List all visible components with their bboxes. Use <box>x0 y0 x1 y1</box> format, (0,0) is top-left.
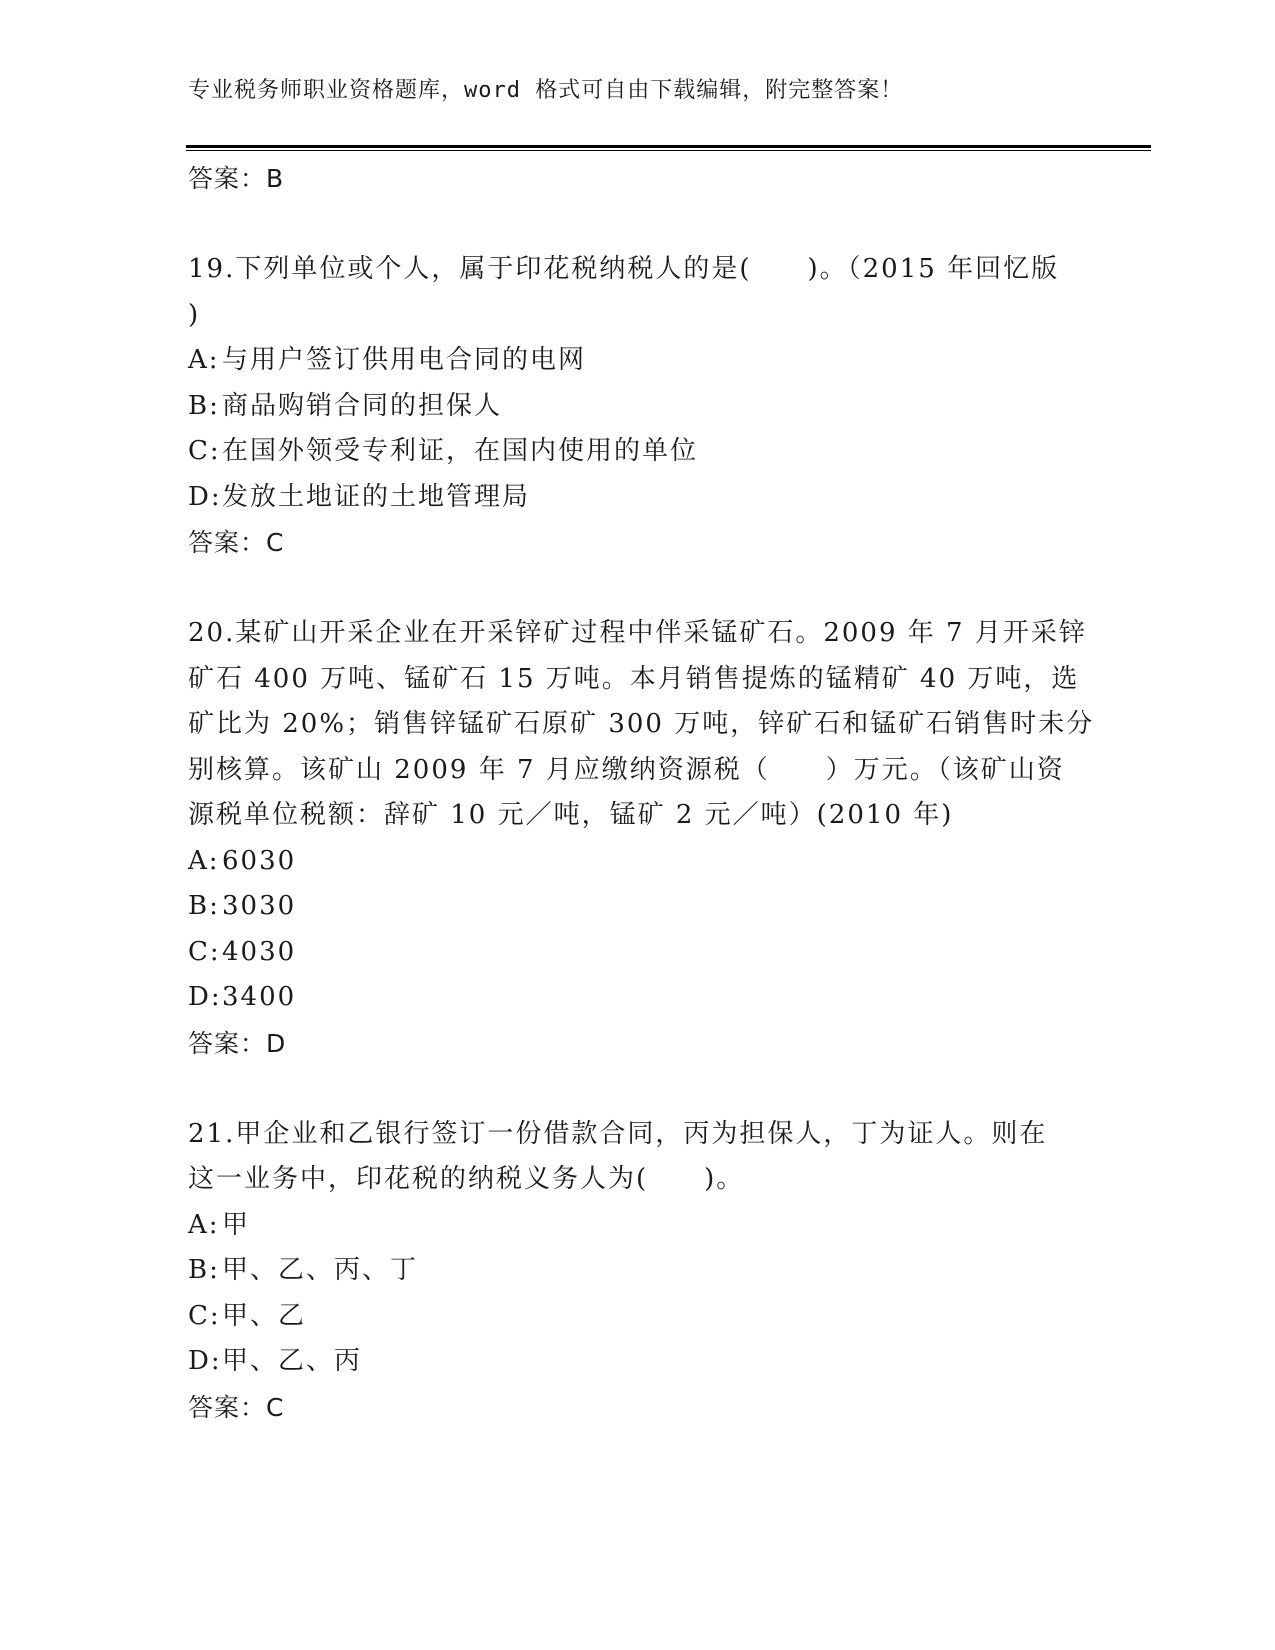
option-text: 3400 <box>222 982 297 1012</box>
question-text-line: 矿比为 20%；销售锌锰矿石原矿 300 万吨，锌矿石和锰矿石销售时未分 <box>188 709 1095 739</box>
option-d <box>188 475 1088 521</box>
question-text-line: 21.甲企业和乙银行签订一份借款合同，丙为担保人，丁为证人。则在 <box>188 1118 1048 1149</box>
option-key: A: <box>188 1209 220 1240</box>
option-key: C: <box>188 436 221 466</box>
option-c <box>188 1294 1088 1340</box>
option-key: A: <box>188 845 220 876</box>
answer: 答案：C <box>188 528 285 557</box>
page-header: 专业税务师职业资格题库，word 格式可自由下载编辑，附完整答案！ <box>188 78 904 103</box>
question-text-line: 20.某矿山开采企业在开采锌矿过程中伴采锰矿石。2009 年 7 月开采锌 <box>188 618 1087 648</box>
question-text-line: 19.下列单位或个人，属于印花税纳税人的是( )。（2015 年回忆版 <box>188 254 1060 284</box>
option-text: 3030 <box>222 891 297 921</box>
option-key: D: <box>188 1346 222 1376</box>
question-text-line: 源税单位税额：辞矿 10 元／吨，锰矿 2 元／吨）(2010 年) <box>188 800 954 830</box>
option-b <box>188 884 1088 930</box>
answer: 答案：D <box>188 1028 287 1058</box>
question-20 <box>188 611 1095 1066</box>
option-key: B: <box>188 891 220 921</box>
spacer <box>188 566 1088 612</box>
option-key: A: <box>188 345 220 375</box>
option-text: 发放土地证的土地管理局 <box>222 481 531 512</box>
question-21 <box>188 1112 1088 1431</box>
option-text: 6030 <box>222 845 297 876</box>
option-c <box>188 930 1088 976</box>
option-a <box>188 839 1088 885</box>
header-divider-thin <box>186 150 1151 151</box>
question-text-line: ) <box>188 299 201 330</box>
option-d <box>188 1339 1088 1385</box>
question-text-line: 矿石 400 万吨、锰矿石 15 万吨。本月销售提炼的锰精矿 40 万吨，选 <box>188 663 1080 694</box>
spacer <box>188 1066 1088 1112</box>
option-key: B: <box>188 1255 220 1285</box>
spacer <box>188 202 1088 248</box>
question-text-line: 这一业务中，印花税的纳税义务人为( )。 <box>188 1164 745 1194</box>
question-text-line: 别核算。该矿山 2009 年 7 月应缴纳资源税（ ）万元。（该矿山资 <box>188 754 1065 785</box>
option-text: 与用户签订供用电合同的电网 <box>222 345 587 375</box>
option-a <box>188 1203 1088 1249</box>
option-key: B: <box>188 390 220 421</box>
option-key: C: <box>188 936 221 967</box>
option-text: 甲、乙、丙、丁 <box>222 1255 419 1285</box>
answer: 答案：C <box>188 1392 285 1422</box>
question-19 <box>188 247 1088 566</box>
header-divider-thick <box>186 145 1151 148</box>
option-text: 甲 <box>222 1209 251 1240</box>
option-key: D: <box>188 982 222 1012</box>
option-a <box>188 338 1088 384</box>
option-key: C: <box>188 1300 221 1331</box>
option-b <box>188 384 1088 430</box>
option-text: 甲、乙 <box>222 1300 307 1331</box>
option-d <box>188 975 1088 1021</box>
option-c <box>188 429 1088 475</box>
option-key: D: <box>188 481 222 512</box>
option-text: 甲、乙、丙 <box>222 1346 363 1376</box>
previous-answer: 答案：B <box>188 164 285 193</box>
option-text: 在国外领受专利证，在国内使用的单位 <box>222 436 699 466</box>
option-text: 4030 <box>222 936 297 967</box>
option-text: 商品购销合同的担保人 <box>222 390 503 421</box>
question-list <box>188 156 1095 1430</box>
option-b <box>188 1248 1088 1294</box>
